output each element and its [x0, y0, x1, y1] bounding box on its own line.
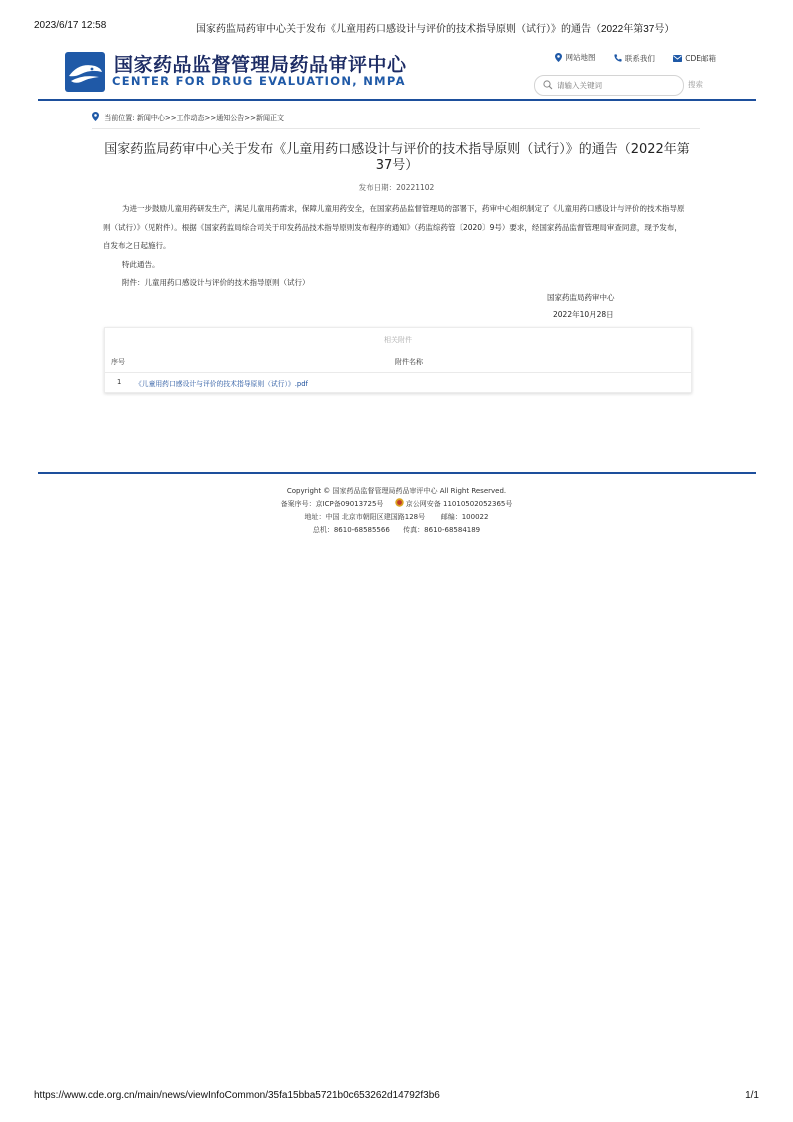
cde-logo[interactable] — [65, 52, 105, 92]
mail-icon — [673, 55, 682, 62]
search-button[interactable]: 搜索 — [688, 80, 703, 89]
site-footer — [0, 485, 793, 537]
phone-icon — [614, 54, 622, 62]
address: 地址：中国 北京市朝阳区建国路128号 — [304, 513, 426, 521]
police-badge-icon — [395, 498, 404, 507]
print-url: https://www.cde.org.cn/main/news/viewInfoCommon/35fa15bba5721b0c653262d14792f3b6 — [34, 1090, 440, 1101]
contact-label: 联系我们 — [624, 53, 655, 63]
attachment-no: 1 — [117, 378, 122, 386]
search-box — [534, 75, 684, 96]
location-pin-icon — [92, 112, 99, 121]
signature-date: 2022年10月28日 — [553, 310, 614, 319]
address-line — [0, 511, 793, 524]
copyright: Copyright © 国家药品监督管理局药品审评中心 All Right Reserved. — [286, 487, 507, 495]
sitemap-link[interactable] — [555, 52, 595, 63]
footer-divider — [38, 472, 756, 474]
site-header — [38, 44, 756, 102]
site-name-en: CENTER FOR DRUG EVALUATION, NMPA — [112, 74, 406, 88]
mail-link[interactable] — [673, 53, 716, 64]
print-header — [34, 20, 759, 34]
site-name-cn: 国家药品监督管理局药品审评中心 — [114, 54, 407, 76]
search-input[interactable] — [557, 78, 675, 92]
mail-label: CDE邮箱 — [685, 54, 716, 63]
article-paragraph: 为进一步鼓励儿童用药研发生产，满足儿童用药需求，保障儿童用药安全，在国家药品监督管理局的部署下，药审中心组织制定了《儿童用药口感设计与评价的技术指导原则（试行）》（见附件）。根据《国家药监局综合司关于印发药品技术指导原则发布程序的通知》（药监综药管〔2020〕9号）要求，经国家药品监督管理局审查同意，现予发布，自发布之日起施行。 — [103, 204, 685, 250]
col-header-name: 附件名称 — [395, 358, 423, 366]
publish-date: 发布日期：20221102 — [358, 183, 435, 192]
article-attachment-note: 附件：儿童用药口感设计与评价的技术指导原则（试行） — [122, 278, 310, 287]
col-header-no: 序号 — [111, 358, 125, 366]
signature-org: 国家药监局药审中心 — [547, 293, 615, 302]
contact-link[interactable] — [614, 53, 655, 64]
article-paragraph: 特此通告。 — [122, 259, 160, 269]
print-datetime: 2023/6/17 12:58 — [34, 20, 107, 31]
table-row — [105, 372, 691, 393]
top-links — [539, 52, 716, 64]
fax: 传真：8610-68584189 — [403, 526, 481, 534]
breadcrumb-path[interactable]: 新闻中心>>工作动态>>通知公告>>新闻正文 — [136, 114, 285, 122]
police-record[interactable]: 京公网安备 11010502052365号 — [405, 500, 513, 508]
phone-line — [0, 524, 793, 537]
search-icon — [543, 80, 553, 90]
postcode: 邮编：100022 — [440, 513, 489, 521]
switchboard: 总机：8610-68585566 — [312, 526, 390, 534]
print-title: 国家药监局药审中心关于发布《儿童用药口感设计与评价的技术指导原则（试行）》的通告（2022年第37号） — [196, 24, 675, 35]
breadcrumb — [92, 112, 700, 129]
header-divider — [38, 99, 756, 101]
sitemap-label: 网站地图 — [565, 53, 596, 62]
article-title: 国家药监局药审中心关于发布《儿童用药口感设计与评价的技术指导原则（试行）》的通告（2022年第37号） — [104, 142, 690, 173]
attachments-title: 相关附件 — [384, 336, 412, 344]
print-footer — [34, 1090, 759, 1104]
breadcrumb-prefix: 当前位置: — [104, 114, 135, 122]
icp-record[interactable]: 备案序号：京ICP备09013725号 — [280, 500, 384, 508]
registration-line — [0, 498, 793, 511]
location-pin-icon — [555, 53, 562, 62]
article-body — [103, 200, 689, 293]
attachments-panel — [104, 327, 692, 393]
print-page-number: 1/1 — [745, 1090, 759, 1101]
attachment-link[interactable]: 《儿童用药口感设计与评价的技术指导原则（试行）》.pdf — [135, 380, 308, 388]
